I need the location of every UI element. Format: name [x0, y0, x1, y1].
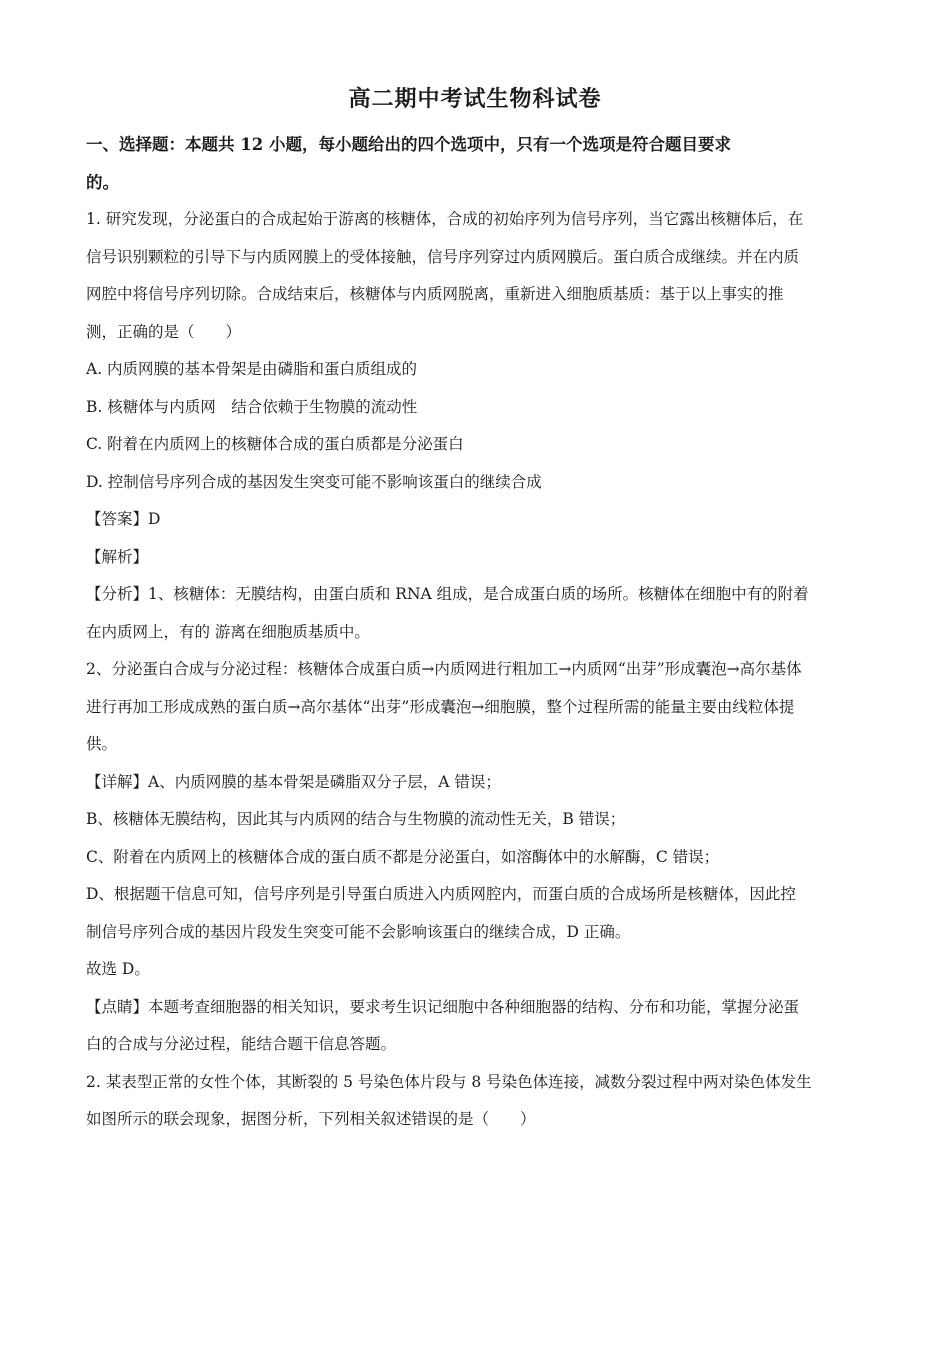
- text-line: B. 核糖体与内质网 结合依赖于生物膜的流动性: [86, 397, 418, 416]
- document-body: [86, 126, 866, 1139]
- text-line: 【分析】1、核糖体：无膜结构，由蛋白质和 RNA 组成，是合成蛋白质的场所。核糖体在细胞中有的附着: [86, 585, 809, 603]
- text-line: 【详解】A、内质网膜的基本骨架是磷脂双分子层，A 错误；: [86, 772, 501, 791]
- text-line: 【点睛】本题考查细胞器的相关知识，要求考生识记细胞中各种细胞器的结构、分布和功能，掌握分泌蛋: [86, 997, 800, 1016]
- text-line: 白的合成与分泌过程，能结合题干信息答题。: [86, 1035, 397, 1053]
- text-line: 测，正确的是（ ）: [86, 322, 242, 341]
- text-line: 2、分泌蛋白合成与分泌过程：核糖体合成蛋白质→内质网进行粗加工→内质网“出芽”形成囊泡→高尔基体: [86, 660, 802, 678]
- text-line: 的。: [86, 172, 119, 192]
- page-title: 高二期中考试生物科试卷: [348, 86, 602, 112]
- text-line: 1. 研究发现，分泌蛋白的合成起始于游离的核糖体，合成的初始序列为信号序列，当它露出核糖体后，在: [86, 210, 804, 228]
- text-line: 进行再加工形成成熟的蛋白质→高尔基体“出芽”形成囊泡→细胞膜，整个过程所需的能量主要由线粒体提: [86, 697, 795, 716]
- text-line: 制信号序列合成的基因片段发生突变可能不会影响该蛋白的继续合成，D 正确。: [86, 922, 631, 941]
- text-line: D. 控制信号序列合成的基因发生突变可能不影响该蛋白的继续合成: [86, 472, 542, 491]
- text-line: 如图所示的联会现象，据图分析，下列相关叙述错误的是（ ）: [86, 1110, 536, 1128]
- text-line: C、附着在内质网上的核糖体合成的蛋白质不都是分泌蛋白，如溶酶体中的水解酶，C 错误；: [86, 847, 720, 866]
- text-line: A. 内质网膜的基本骨架是由磷脂和蛋白质组成的: [86, 360, 418, 378]
- text-line: 故选 D。: [86, 960, 150, 978]
- text-line: 一、选择题：本题共 12 小题，每小题给出的四个选项中，只有一个选项是符合题目要求: [86, 135, 731, 154]
- text-line: B、核糖体无膜结构，因此其与内质网的结合与生物膜的流动性无关，B 错误；: [86, 810, 626, 828]
- text-line: 信号识别颗粒的引导下与内质网膜上的受体接触，信号序列穿过内质网膜后。蛋白质合成继续。并在内质: [86, 247, 800, 266]
- text-line: C. 附着在内质网上的核糖体合成的蛋白质都是分泌蛋白: [86, 435, 464, 453]
- text-line: 供。: [86, 735, 118, 753]
- text-line: 网腔中将信号序列切除。合成结束后，核糖体与内质网脱离，重新进入细胞质基质：基于以上事实的推: [86, 285, 784, 303]
- text-line: 在内质网上，有的 游离在细胞质基质中。: [86, 622, 370, 641]
- text-line: D、根据题干信息可知，信号序列是引导蛋白质进入内质网腔内，而蛋白质的合成场所是核糖体，因此控: [86, 885, 796, 903]
- text-line: 2. 某表型正常的女性个体，其断裂的 5 号染色体片段与 8 号染色体连接，减数分裂过程中两对染色体发生: [86, 1072, 812, 1091]
- text-line: 【解析】: [86, 547, 149, 566]
- text-line: 【答案】D: [86, 510, 161, 528]
